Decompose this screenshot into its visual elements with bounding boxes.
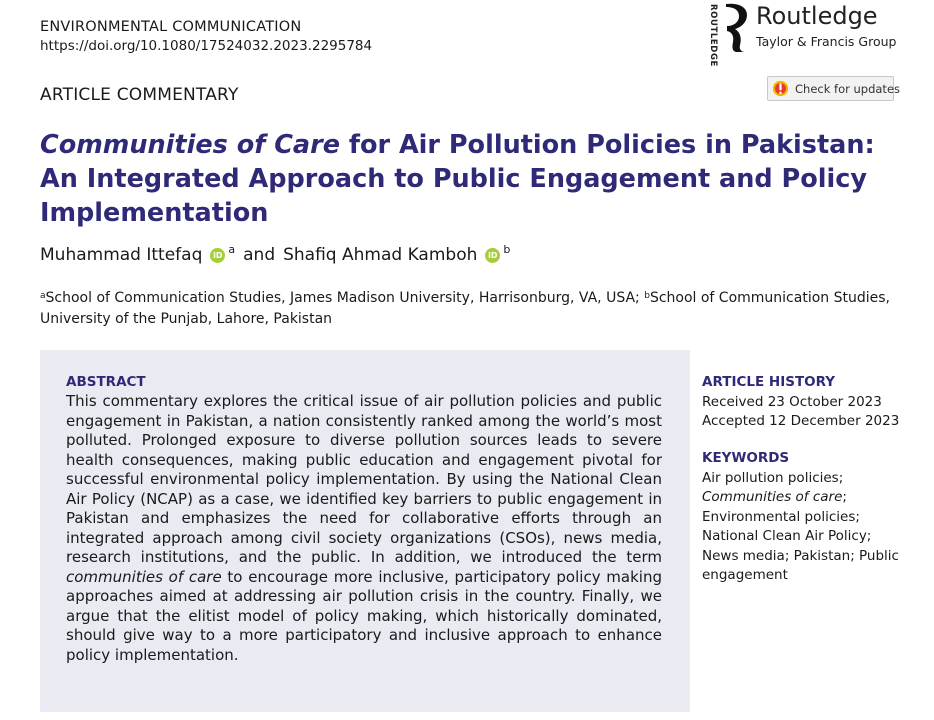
author-name[interactable]: Muhammad Ittefaq [40,245,203,265]
article-history [702,373,924,432]
author-name[interactable]: Shafiq Ahmad Kamboh [283,245,478,265]
check-updates-label: Check for updates [795,81,901,96]
doi-link[interactable]: https://doi.org/10.1080/17524032.2023.2295784 [40,38,373,54]
affiliation-b: School of Communication Studies, University of the Punjab, Lahore, Pakistan [40,290,890,327]
title-rest: for Air Pollution Policies in Pakistan: An Integrated Approach to Public Engagement and Policy Implementation [40,130,875,228]
history-heading: ARTICLE HISTORY [702,374,836,390]
keyword-item: Communities of care; [702,489,847,505]
keywords [702,449,924,586]
keyword-item: National Clean Air Policy; [702,528,872,544]
journal-name: ENVIRONMENTAL COMMUNICATION [40,19,302,35]
keyword-item: Environmental policies; [702,508,860,525]
keyword-item: News media; Pakistan; Public engagement [702,547,899,583]
abstract-heading: ABSTRACT [66,374,146,390]
affiliation-marker: a [40,291,46,301]
publisher-name: Routledge [756,2,878,30]
abstract-italic-term: communities of care [66,567,222,586]
title-italic-part: Communities of Care [40,130,340,160]
check-for-updates-button[interactable] [767,76,901,101]
publisher-group: Taylor & Francis Group [756,34,897,49]
accepted-date: Accepted 12 December 2023 [702,413,900,429]
check-updates-icon [772,80,789,97]
orcid-icon[interactable]: iD [485,248,500,263]
publisher-vertical-text: ROUTLEDGE [708,4,718,67]
article-title [40,128,910,230]
author-conjunction: and [243,245,276,265]
affiliation-marker: b [644,291,650,301]
abstract-text: This commentary explores the critical issue of air pollution policies and public engagement in Pakistan, a nation consistently ranked among the world’s most polluted. Prolonged exposure to diverse pollution sources leads to severe health consequences, making public education and engagement pivotal for successful environmental policy implementation. By using the National Clean Air Policy (NCAP) as a case, we identified key barriers to public engagement in Pakistan and emphasizes the need for collaborative efforts through an integrated approach among civil society organizations (CSOs), news media, research institutions, and the public. In addition, we introduced the term communities of care to encourage more inclusive, participatory policy making approaches aimed at addressing air pollution crisis in the country. Finally, we argue that the elitist model of policy making, which historically dominated, should give way to a more participatory and inclusive approach to enhance policy implementation. [66,392,662,664]
author-list [40,242,511,265]
keywords-heading: KEYWORDS [702,450,790,466]
affiliation-a: School of Communication Studies, James Madison University, Harrisonburg, VA, USA; [45,290,645,306]
affiliations [40,288,910,330]
publisher-block [708,2,918,67]
routledge-logo-icon [722,2,752,54]
affiliation-marker: b [503,242,511,256]
orcid-icon[interactable]: iD [210,248,225,263]
received-date: Received 23 October 2023 [702,393,882,410]
keyword-item: Air pollution policies; [702,469,844,486]
article-type: ARTICLE COMMENTARY [40,85,239,105]
affiliation-marker: a [228,242,236,256]
